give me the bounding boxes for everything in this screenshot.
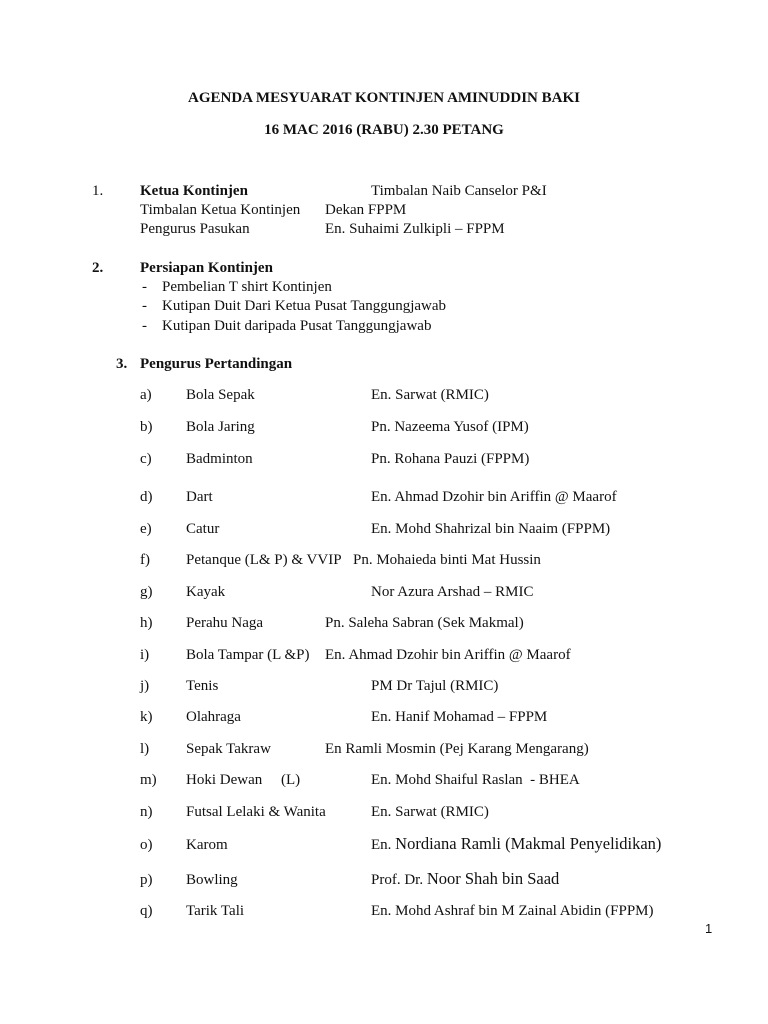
- sport-name: Hoki Dewan (L): [186, 772, 301, 788]
- manager-prefix: Prof. Dr.: [371, 872, 427, 888]
- item-letter: o): [140, 837, 153, 853]
- item-letter: i): [140, 647, 150, 663]
- bullet-dash: -: [142, 298, 147, 314]
- role-label: Timbalan Ketua Kontinjen: [140, 202, 301, 218]
- sport-manager: En. Mohd Shahrizal bin Naaim (FPPM): [371, 521, 611, 537]
- item-letter: j): [140, 678, 150, 694]
- sport-name: Badminton: [186, 451, 253, 467]
- manager-name: Nordiana Ramli (Makmal Penyelidikan): [395, 834, 662, 853]
- item-letter: a): [140, 387, 152, 403]
- sport-manager: En. Sarwat (RMIC): [371, 804, 489, 820]
- list-item: Pembelian T shirt Kontinjen: [162, 279, 332, 295]
- role-label: Ketua Kontinjen: [140, 183, 248, 199]
- sport-name: Tenis: [186, 678, 219, 694]
- item-letter: f): [140, 552, 150, 568]
- item-letter: g): [140, 584, 153, 600]
- item-letter: k): [140, 709, 153, 725]
- item-letter: h): [140, 615, 153, 631]
- role-holder: Timbalan Naib Canselor P&I: [371, 183, 547, 199]
- sport-manager: Nor Azura Arshad – RMIC: [371, 584, 534, 600]
- sport-manager: Pn. Saleha Sabran (Sek Makmal): [325, 615, 524, 631]
- sport-name: Sepak Takraw: [186, 741, 271, 757]
- sport-manager: [371, 870, 559, 889]
- sport-name: Petanque (L& P) & VVIP: [186, 552, 342, 568]
- meeting-date: 16 MAC 2016 (RABU) 2.30 PETANG: [264, 122, 504, 138]
- sport-name: Bowling: [186, 872, 238, 888]
- item-letter: c): [140, 451, 152, 467]
- sport-name: Futsal Lelaki & Wanita: [186, 804, 326, 820]
- item-letter: e): [140, 521, 152, 537]
- sport-name: Tarik Tali: [186, 903, 245, 919]
- sport-manager: En. Mohd Ashraf bin M Zainal Abidin (FPPM): [371, 903, 654, 919]
- section-heading: Pengurus Pertandingan: [140, 356, 293, 372]
- item-letter: p): [140, 872, 153, 888]
- section-number: 2.: [92, 260, 104, 276]
- section-number: 1.: [92, 183, 104, 199]
- section-number: 3.: [116, 356, 128, 372]
- page-number: 1: [705, 921, 713, 936]
- sport-manager: PM Dr Tajul (RMIC): [371, 678, 499, 694]
- sport-manager: Pn. Rohana Pauzi (FPPM): [371, 451, 530, 467]
- sport-name: Bola Sepak: [186, 387, 255, 403]
- sport-manager: [371, 835, 661, 854]
- sport-name: Kayak: [186, 584, 226, 600]
- section-heading: Persiapan Kontinjen: [140, 260, 273, 276]
- item-letter: m): [140, 772, 157, 788]
- sport-name: Olahraga: [186, 709, 241, 725]
- manager-name: Noor Shah bin Saad: [426, 869, 560, 888]
- bullet-dash: -: [142, 279, 147, 295]
- sport-manager: En. Sarwat (RMIC): [371, 387, 489, 403]
- sport-manager: En. Mohd Shaiful Raslan - BHEA: [371, 772, 580, 788]
- bullet-dash: -: [142, 318, 147, 334]
- sport-name: Bola Tampar (L &P): [186, 647, 310, 663]
- sport-manager: Pn. Nazeema Yusof (IPM): [371, 419, 529, 435]
- sport-name: Bola Jaring: [186, 419, 255, 435]
- role-label: Pengurus Pasukan: [140, 221, 250, 237]
- sport-name: Perahu Naga: [186, 615, 264, 631]
- role-holder: Dekan FPPM: [325, 202, 407, 218]
- sport-name: Karom: [186, 837, 228, 853]
- list-item: Kutipan Duit daripada Pusat Tanggungjawab: [162, 318, 432, 334]
- role-holder: En. Suhaimi Zulkipli – FPPM: [325, 221, 505, 237]
- sport-manager: En. Ahmad Dzohir bin Ariffin @ Maarof: [325, 647, 571, 663]
- list-item: Kutipan Duit Dari Ketua Pusat Tanggungjawab: [162, 298, 447, 314]
- item-letter: d): [140, 489, 153, 505]
- item-letter: n): [140, 804, 153, 820]
- sport-name: Dart: [186, 489, 213, 505]
- item-letter: q): [140, 903, 153, 919]
- manager-prefix: En.: [371, 837, 396, 853]
- sport-manager: En. Hanif Mohamad – FPPM: [371, 709, 548, 725]
- sport-manager: En Ramli Mosmin (Pej Karang Mengarang): [325, 741, 589, 757]
- item-letter: b): [140, 419, 153, 435]
- sport-manager: Pn. Mohaieda binti Mat Hussin: [353, 552, 541, 568]
- sport-name: Catur: [186, 521, 220, 537]
- document-title: AGENDA MESYUARAT KONTINJEN AMINUDDIN BAKI: [188, 90, 580, 106]
- item-letter: l): [140, 741, 150, 757]
- sport-manager: En. Ahmad Dzohir bin Ariffin @ Maarof: [371, 489, 617, 505]
